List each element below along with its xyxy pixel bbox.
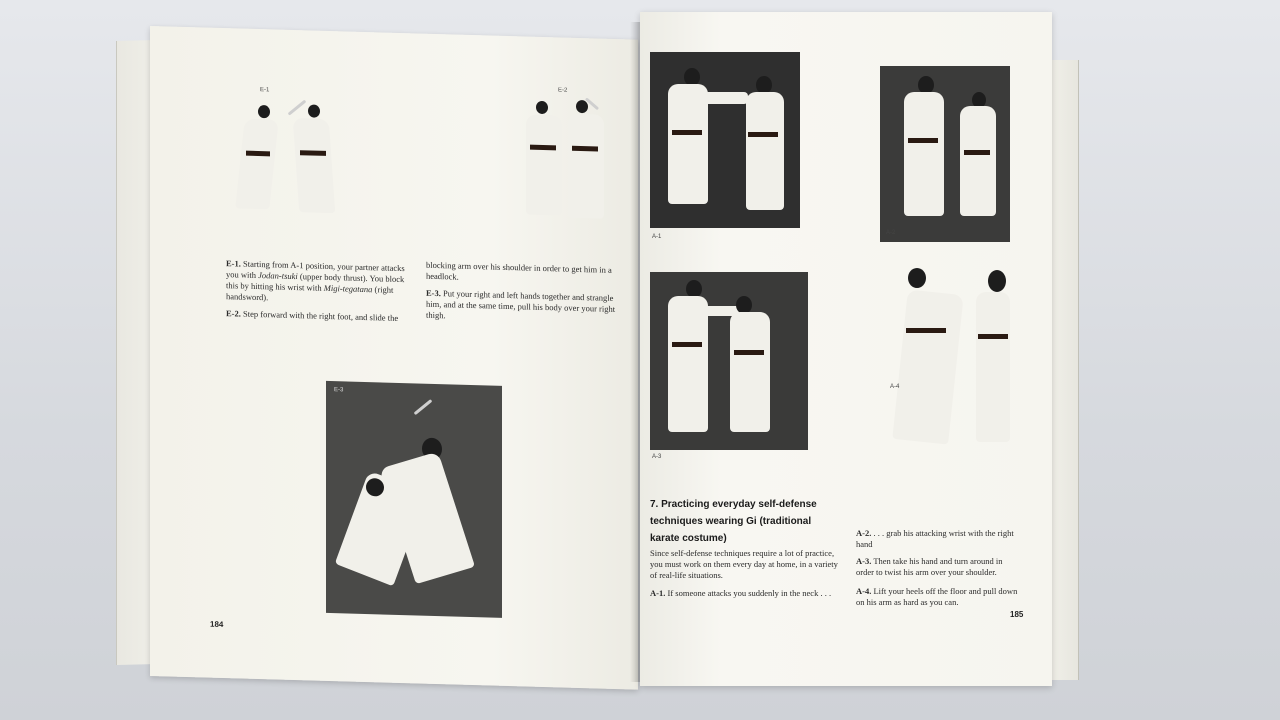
page-number-left: 184 [210,619,224,630]
photo-a2 [880,66,1010,242]
text-e3: E-3. Put your right and left hands together and strangle him, and at the same time, pull his body over your right thigh. [426,287,616,321]
text-e2: E-2. Step forward with the right foot, and slide the [226,308,399,323]
section-heading: 7. Practicing everyday self-defense techniques wearing Gi (traditional karate costume) [650,499,817,544]
photo-e1 [220,86,360,230]
photo-e3 [326,381,502,618]
page-number-right: 185 [1010,610,1024,619]
photo-e2 [520,86,630,239]
photo-a1 [650,52,800,228]
figure-label-a1: A-1 [652,234,662,240]
photo-a3 [650,272,808,450]
figure-label-e1: E-1 [260,87,270,94]
text-a2: A-2. . . . grab his attacking wrist with the right hand [856,528,1014,549]
figure-label-e3: E-3 [334,387,344,394]
text-a1: A-1. If someone attacks you suddenly in the neck . . . [650,588,832,598]
left-page [150,26,638,690]
text-e1: E-1. Starting from A-1 position, your partner attacks you with Jodan-tsuki (upper body thrust). You block this by hitting his wrist with Migi-tegatana (right handsword). [226,258,405,303]
text-a3: A-3. Then take his hand and turn around in order to twist his arm over your shoulder. [856,556,1003,577]
figure-label-a2: A-2 [886,230,896,236]
text-intro: Since self-defense techniques require a lot of practice, you must work on them every day at home, in a variety of real-life situations. [650,548,838,580]
right-page [640,12,1052,686]
figure-label-a3: A-3 [652,454,662,460]
text-a4: A-4. Lift your heels off the floor and pull down on his arm as hard as you can. [856,586,1018,607]
text-e2-continued: blocking arm over his shoulder in order to get him in a headlock. [426,259,612,282]
photo-a4 [880,262,1020,474]
figure-label-e2: E-2 [558,87,568,94]
figure-label-a4: A-4 [890,384,900,390]
